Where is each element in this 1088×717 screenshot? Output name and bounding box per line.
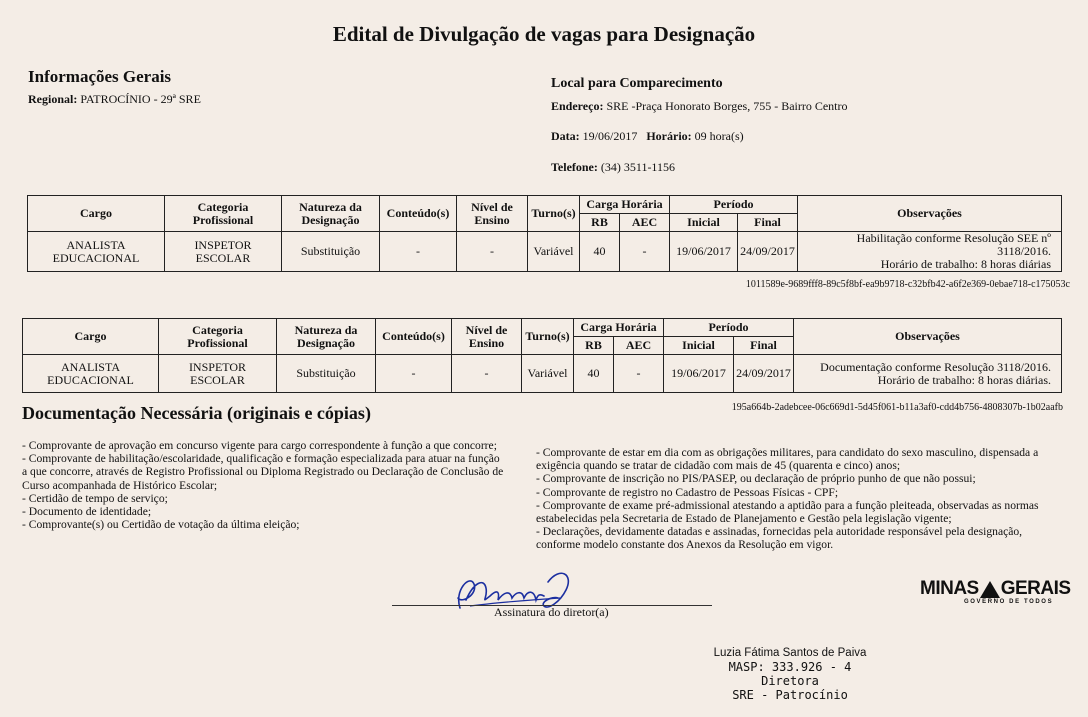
cell-final: 24/09/2017 — [734, 355, 794, 393]
cell-categoria: INSPETOR ESCOLAR — [159, 355, 277, 393]
phone-label: Telefone: — [551, 160, 598, 174]
cell-inicial: 19/06/2017 — [664, 355, 734, 393]
documentation-list-left — [22, 439, 527, 531]
cell-natureza: Substituição — [282, 232, 380, 272]
header-rb: RB — [580, 214, 620, 232]
header-cargo: Cargo — [23, 319, 159, 355]
logo-text-right: GERAIS — [1000, 578, 1071, 599]
vacancy-code-2: 195a664b-2adebcee-06c669d1-5d45f061-b11a3af0-cdd4b756-4808307b-1b02aafb — [731, 402, 1063, 413]
triangle-icon — [980, 581, 1000, 598]
cell-inicial: 19/06/2017 — [670, 232, 738, 272]
table-row — [28, 232, 1062, 272]
cell-conteudo: - — [380, 232, 457, 272]
header-carga: Carga Horária — [580, 196, 670, 214]
vacancy-table-1 — [27, 195, 1062, 272]
list-item: - Comprovante de exame pré-admissional atestando a aptidão para a função pleiteada, observadas as normas — [536, 498, 1039, 512]
logo-text-left: MINAS — [920, 578, 979, 599]
header-inicial: Inicial — [664, 337, 734, 355]
header-categoria: Categoria Profissional — [159, 319, 277, 355]
stamp-masp: MASP: 333.926 - 4 — [728, 660, 852, 674]
header-conteudo: Conteúdo(s) — [380, 196, 457, 232]
cell-final: 24/09/2017 — [738, 232, 798, 272]
regional-value: PATROCÍNIO - 29ª SRE — [80, 92, 201, 106]
date-label: Data: — [551, 129, 580, 143]
regional-label: Regional: — [28, 92, 78, 106]
address-line — [551, 99, 848, 114]
list-item: - Declarações, devidamente datadas e assinadas, fornecidas pela autoridade responsável pela designação, — [536, 525, 1023, 539]
list-item: - Documento de identidade; — [22, 505, 152, 519]
address-label: Endereço: — [551, 99, 604, 113]
obs-line-2: Horário de trabalho: 8 horas diárias — [880, 257, 1051, 271]
cell-rb: 40 — [574, 355, 614, 393]
general-info-heading: Informações Gerais — [28, 67, 172, 86]
cell-cargo: ANALISTA EDUCACIONAL — [23, 355, 159, 393]
list-item: - Comprovante de registro no Cadastro de Pessoas Físicas - CPF; — [536, 485, 839, 499]
header-carga: Carga Horária — [574, 319, 664, 337]
cell-turno: Variável — [528, 232, 580, 272]
header-aec: AEC — [620, 214, 670, 232]
header-categoria: Categoria Profissional — [165, 196, 282, 232]
list-item: a que concorre, através de Registro Profissional ou Diploma Registrado ou Declaração de Conclusão de — [22, 465, 504, 479]
phone-value: (34) 3511-1156 — [600, 160, 675, 174]
cell-obs — [798, 232, 1062, 272]
cell-cargo: ANALISTA EDUCACIONAL — [28, 232, 165, 272]
list-item: - Comprovante de aprovação em concurso vigente para cargo correspondente à função a que concorre; — [22, 439, 497, 452]
header-periodo: Período — [664, 319, 794, 337]
table-row — [23, 355, 1062, 393]
header-rb: RB — [574, 337, 614, 355]
logo-tagline: GOVERNO DE TODOS — [964, 599, 1054, 605]
director-stamp — [690, 646, 890, 702]
cell-nivel: - — [452, 355, 522, 393]
obs-line-2: Horário de trabalho: 8 horas diárias. — [877, 372, 1051, 387]
documentation-list-right — [536, 446, 1076, 552]
header-natureza: Natureza da Designação — [282, 196, 380, 232]
list-item: - Comprovante de estar em dia com as obrigações militares, para candidato do sexo masculino, dispensada a — [536, 446, 1039, 459]
cell-natureza: Substituição — [277, 355, 376, 393]
local-heading: Local para Comparecimento — [551, 76, 723, 91]
obs-line-1: Habilitação conforme Resolução SEE nº 3118/2016. — [856, 231, 1051, 258]
list-item: - Certidão de tempo de serviço; — [22, 491, 168, 505]
vacancy-code-1: 1011589e-9689fff8-89c5f8bf-ea9b9718-c32bfb42-a6f2e369-0ebae718-c175053c — [745, 279, 1070, 290]
header-turno: Turno(s) — [528, 196, 580, 232]
header-inicial: Inicial — [670, 214, 738, 232]
page-title: Edital de Divulgação de vagas para Designação — [332, 22, 756, 46]
header-aec: AEC — [614, 337, 664, 355]
list-item: - Comprovante(s) ou Certidão de votação da última eleição; — [22, 518, 300, 532]
phone-line — [551, 160, 675, 175]
cell-categoria: INSPETOR ESCOLAR — [165, 232, 282, 272]
list-item: estabelecidas pela Secretaria de Estado de Planejamento e Gestão pela legislação vigente; — [536, 512, 952, 526]
stamp-unit: SRE - Patrocínio — [732, 688, 848, 702]
cell-nivel: - — [457, 232, 528, 272]
stamp-name: Luzia Fátima Santos de Paiva — [713, 647, 867, 659]
header-turno: Turno(s) — [522, 319, 574, 355]
vacancy-table-2 — [22, 318, 1062, 393]
cell-turno: Variável — [522, 355, 574, 393]
signature-label: Assinatura do diretor(a) — [494, 605, 609, 619]
header-natureza: Natureza da Designação — [277, 319, 376, 355]
documentation-heading: Documentação Necessária (originais e cópias) — [22, 403, 371, 423]
list-item: - Comprovante de inscrição no PIS/PASEP, ou declaração de próprio punho de que não possui; — [536, 472, 976, 486]
cell-aec: - — [614, 355, 664, 393]
list-item: - Comprovante de habilitação/escolaridade, qualificação e formação especializada para atuar na função — [22, 452, 500, 466]
stamp-role: Diretora — [761, 674, 819, 688]
header-obs: Observações — [798, 196, 1062, 232]
cell-aec: - — [620, 232, 670, 272]
list-item: exigência quando se tratar de cidadão com mais de 45 (quarenta e cinco) anos; — [536, 459, 901, 473]
cell-obs — [794, 355, 1062, 393]
header-nivel: Nível de Ensino — [457, 196, 528, 232]
header-periodo: Período — [670, 196, 798, 214]
header-obs: Observações — [794, 319, 1062, 355]
list-item: conforme modelo constante dos Anexos da Resolução em vigor. — [536, 538, 834, 552]
minas-gerais-logo — [920, 578, 1071, 605]
list-item: Curso acompanhada de Histórico Escolar; — [22, 478, 218, 492]
obs-line-1: Documentação conforme Resolução 3118/2016. — [820, 359, 1051, 374]
cell-rb: 40 — [580, 232, 620, 272]
cell-conteudo: - — [376, 355, 452, 393]
regional-line — [28, 92, 201, 107]
time-value: 09 hora(s) — [694, 129, 744, 143]
date-time-line — [551, 129, 744, 144]
date-value: 19/06/2017 — [582, 129, 638, 143]
header-conteudo: Conteúdo(s) — [376, 319, 452, 355]
header-cargo: Cargo — [28, 196, 165, 232]
address-value: SRE -Praça Honorato Borges, 755 - Bairro Centro — [606, 99, 848, 113]
time-label: Horário: — [646, 129, 692, 143]
header-final: Final — [734, 337, 794, 355]
header-final: Final — [738, 214, 798, 232]
header-nivel: Nível de Ensino — [452, 319, 522, 355]
